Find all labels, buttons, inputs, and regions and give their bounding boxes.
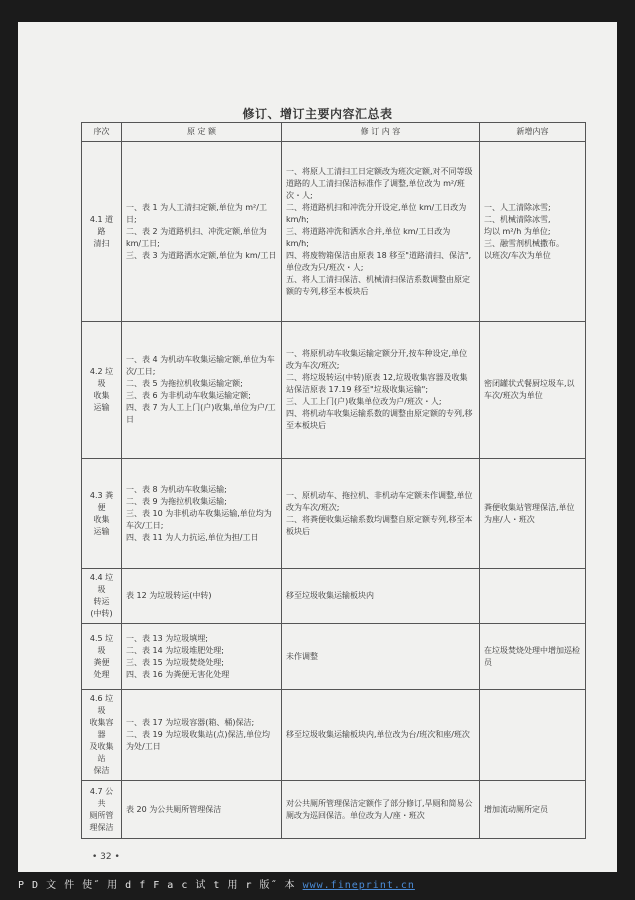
row-category: 4.7 公共 厕所管 理保洁 [82,781,122,839]
row-category: 4.4 垃圾 转运 (中转) [82,569,122,624]
row-revision: 一、将原机动车收集运输定额分开,按车种设定,单位改为车次/班次; 二、将垃圾转运(中转)原表 12,垃圾收集容器及收集站保洁原表 17.19 移至"垃圾收集运输"; 三、人工上门(户)收集单位改为户/班次・人; 四、将机动车收集运输系数的调整由原定额的专列,移至本板块后 [282,322,480,459]
row-revision: 未作调整 [282,624,480,690]
row-added [480,569,586,624]
row-revision: 移至垃圾收集运输板块内 [282,569,480,624]
row-added [480,690,586,781]
row-category: 4.3 粪便 收集 运输 [82,459,122,569]
row-added: 在垃圾焚烧处理中增加巡检员 [480,624,586,690]
document-page [18,22,617,872]
table-title: 修订、增订主要内容汇总表 [242,107,393,121]
row-original: 一、表 1 为人工清扫定额,单位为 m²/工日; 二、表 2 为道路机扫、冲洗定额,单位为 km/工日; 三、表 3 为道路洒水定额,单位为 km/工日 [122,142,282,322]
table-row [82,781,586,839]
row-original: 表 12 为垃圾转运(中转) [122,569,282,624]
row-category: 4.5 垃圾 粪便 处理 [82,624,122,690]
row-revision: 一、将原人工清扫工日定额改为班次定额,对不同等级道路的人工清扫保洁标准作了调整,单位改为 m²/班次・人; 二、将道路机扫和冲洗分开设定,单位 km/工日改为 km/h; 三、将道路冲洗和洒水合并,单位 km/工日改为 km/h; 四、将废物箱保洁由原表 18 移至"道路清扫、保洁",单位改为只/班次・人; 五、将人工清扫保洁、机械清扫保洁系数调整由原定额的专列,移至本板块后 [282,142,480,322]
row-original: 一、表 13 为垃圾填埋; 二、表 14 为垃圾堆肥处理; 三、表 15 为垃圾焚烧处理; 四、表 16 为粪便无害化处理 [122,624,282,690]
row-original: 一、表 17 为垃圾容器(箱、桶)保洁; 二、表 19 为垃圾收集站(点)保洁,单位均为处/工日 [122,690,282,781]
row-category: 4.6 垃圾 收集容器 及收集站 保洁 [82,690,122,781]
row-original: 一、表 4 为机动车收集运输定额,单位为车次/工日; 二、表 5 为拖拉机收集运输定额; 三、表 6 为非机动车收集运输定额; 四、表 7 为人工上门(户)收集,单位为户/工日 [122,322,282,459]
summary-table [81,122,586,839]
table-row [82,690,586,781]
page-number: • 32 • [92,852,120,862]
table-row [82,142,586,322]
row-added: 一、人工清除冰雪; 二、机械清除冰雪, 均以 m²/h 为单位; 三、融雪剂机械撒布。 以班次/车次为单位 [480,142,586,322]
footer-text: P D 文 件 使˝ 用 d f F a c 试 t 用 r 版˝ 本 [18,880,296,891]
row-original: 一、表 8 为机动车收集运输; 二、表 9 为拖拉机收集运输; 三、表 10 为非机动车收集运输,单位均为车次/工日; 四、表 11 为人力抗运,单位为担/工日 [122,459,282,569]
row-revision: 对公共厕所管理保洁定额作了部分修订,旱厕和简易公厕改为巡回保洁。单位改为人/座・班次 [282,781,480,839]
header-original: 原 定 额 [122,123,282,142]
watermark-footer [18,876,415,891]
table-row [82,569,586,624]
table-row [82,459,586,569]
footer-link[interactable]: www.fineprint.cn [302,880,415,891]
header-revision: 修 订 内 容 [282,123,480,142]
table-row [82,624,586,690]
row-added: 密闭罐状式餐厨垃圾车,以车次/班次为单位 [480,322,586,459]
table-header-row [82,123,586,142]
row-revision: 移至垃圾收集运输板块内,单位改为台/班次和座/班次 [282,690,480,781]
row-added: 增加流动厕所定员 [480,781,586,839]
row-revision: 一、原机动车、拖拉机、非机动车定额未作调整,单位改为车次/班次; 二、将粪便收集运输系数均调整自原定额专列,移至本板块后 [282,459,480,569]
row-original: 表 20 为公共厕所管理保洁 [122,781,282,839]
row-added: 粪便收集站管理保洁,单位为座/人・班次 [480,459,586,569]
header-added: 新增内容 [480,123,586,142]
row-category: 4.1 道路 清扫 [82,142,122,322]
row-category: 4.2 垃圾 收集 运输 [82,322,122,459]
header-index: 序次 [82,123,122,142]
table-row [82,322,586,459]
